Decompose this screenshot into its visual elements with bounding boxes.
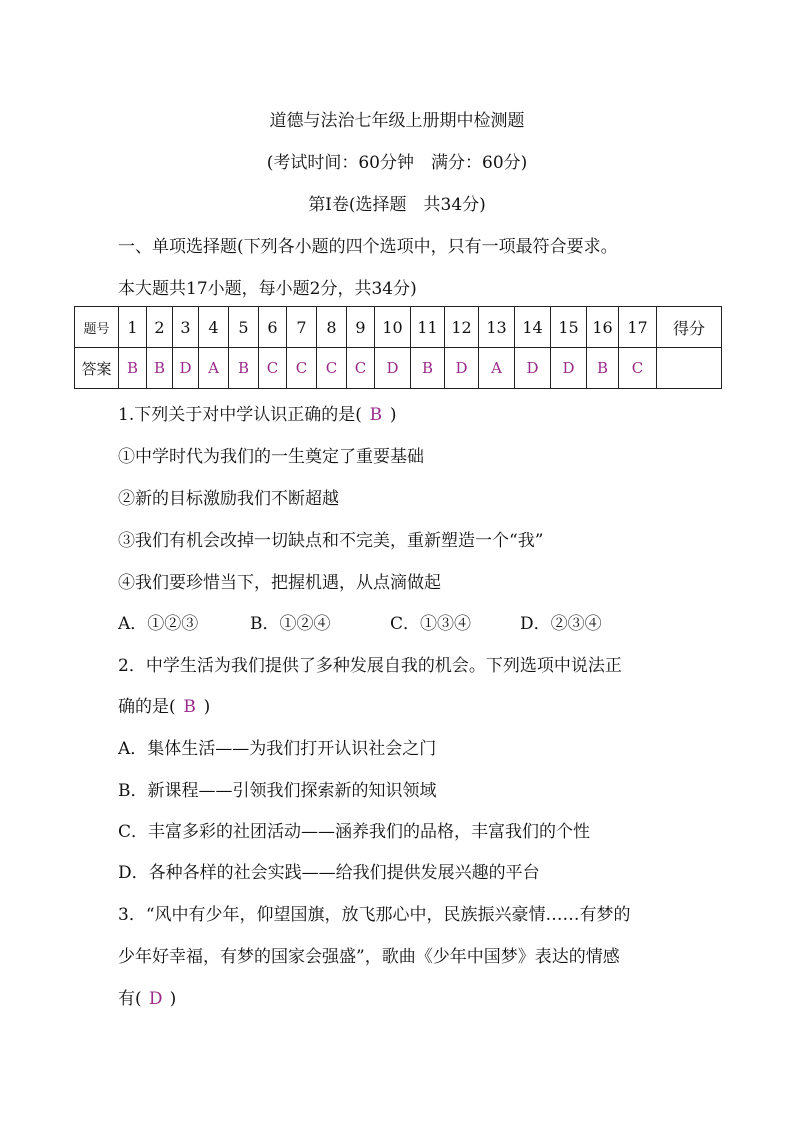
question-number: 3 xyxy=(173,307,199,348)
answer-cell: D xyxy=(173,348,199,389)
question-number: 5 xyxy=(229,307,259,348)
question-3-answer: D xyxy=(148,989,163,1009)
answer-cell: C xyxy=(619,348,657,389)
answer-cell: C xyxy=(317,348,347,389)
option-b: B．①②④ xyxy=(250,614,331,634)
option-d: D．②③④ xyxy=(520,614,602,634)
option-a: A．集体生活——为我们打开认识社会之门 xyxy=(118,739,437,759)
answer-cell: D xyxy=(445,348,479,389)
question-3-stem xyxy=(118,984,176,1009)
question-2-stem xyxy=(118,692,210,717)
question-1-stem xyxy=(118,400,397,425)
question-3-stem-line1: 3．“风中有少年，仰望国旗，放飞那心中，民族振兴豪情……有梦的 xyxy=(118,905,631,925)
section-instructions-line1: 一、单项选择题(下列各小题的四个选项中，只有一项最符合要求。 xyxy=(118,237,618,257)
answer-cell: C xyxy=(259,348,287,389)
question-number: 10 xyxy=(375,307,411,348)
question-number: 1 xyxy=(119,307,147,348)
answer-cell: C xyxy=(287,348,317,389)
answer-cell: A xyxy=(199,348,229,389)
question-number: 8 xyxy=(317,307,347,348)
option-a: A．①②③ xyxy=(118,614,199,634)
number-header: 题号 xyxy=(75,307,119,348)
answer-cell: D xyxy=(551,348,587,389)
option-c: C．①③④ xyxy=(390,614,472,634)
question-number: 16 xyxy=(587,307,619,348)
question-number: 11 xyxy=(411,307,445,348)
page-title: 道德与法治七年级上册期中检测题 xyxy=(269,111,525,131)
question-1-close: ) xyxy=(389,405,397,425)
question-3-stem-line2: 少年好幸福，有梦的国家会强盛”，歌曲《少年中国梦》表达的情感 xyxy=(118,947,620,967)
question-1-answer: B xyxy=(369,405,383,425)
answer-cell: A xyxy=(479,348,515,389)
question-3-text: 有( xyxy=(118,989,142,1009)
score-header: 得分 xyxy=(657,307,722,348)
question-number: 2 xyxy=(147,307,173,348)
answer-table xyxy=(74,306,722,389)
section-instructions-line2: 本大题共17小题，每小题2分，共34分) xyxy=(118,279,417,299)
score-cell[interactable] xyxy=(657,348,722,389)
answer-cell: C xyxy=(347,348,375,389)
answer-cell: B xyxy=(119,348,147,389)
question-number: 15 xyxy=(551,307,587,348)
question-2-stem-line1: 2．中学生活为我们提供了多种发展自我的机会。下列选项中说法正 xyxy=(118,656,622,676)
question-1-item: ②新的目标激励我们不断超越 xyxy=(118,489,339,509)
option-c: C．丰富多彩的社团活动——涵养我们的品格，丰富我们的个性 xyxy=(118,822,591,842)
question-number: 4 xyxy=(199,307,229,348)
question-2-answer: B xyxy=(183,697,196,717)
option-d: D．各种各样的社会实践——给我们提供发展兴趣的平台 xyxy=(118,863,540,883)
question-number: 13 xyxy=(479,307,515,348)
answer-cell: B xyxy=(229,348,259,389)
answer-cell: B xyxy=(147,348,173,389)
answer-header: 答案 xyxy=(75,348,119,389)
exam-info: (考试时间：60分钟 满分：60分) xyxy=(266,153,528,173)
question-number: 17 xyxy=(619,307,657,348)
question-3-close: ) xyxy=(169,989,177,1009)
answer-cell: D xyxy=(375,348,411,389)
answer-cell: B xyxy=(587,348,619,389)
question-1-options xyxy=(118,609,602,634)
answer-cell: D xyxy=(515,348,551,389)
question-1-item: ①中学时代为我们的一生奠定了重要基础 xyxy=(118,447,424,467)
question-number: 12 xyxy=(445,307,479,348)
question-2-close: ) xyxy=(203,697,211,717)
question-number: 7 xyxy=(287,307,317,348)
question-number: 9 xyxy=(347,307,375,348)
question-1-item: ③我们有机会改掉一切缺点和不完美，重新塑造一个“我” xyxy=(118,531,544,551)
table-row-numbers xyxy=(75,307,722,348)
question-1-item: ④我们要珍惜当下，把握机遇，从点滴做起 xyxy=(118,573,441,593)
question-2-text: 确的是( xyxy=(118,697,176,717)
question-number: 14 xyxy=(515,307,551,348)
volume-heading: 第Ⅰ卷(选择题 共34分) xyxy=(308,195,486,215)
table-row-answers xyxy=(75,348,722,389)
question-number: 6 xyxy=(259,307,287,348)
option-b: B．新课程——引领我们探索新的知识领域 xyxy=(118,781,437,801)
question-1-text: 1.下列关于对中学认识正确的是( xyxy=(118,405,362,425)
answer-cell: B xyxy=(411,348,445,389)
